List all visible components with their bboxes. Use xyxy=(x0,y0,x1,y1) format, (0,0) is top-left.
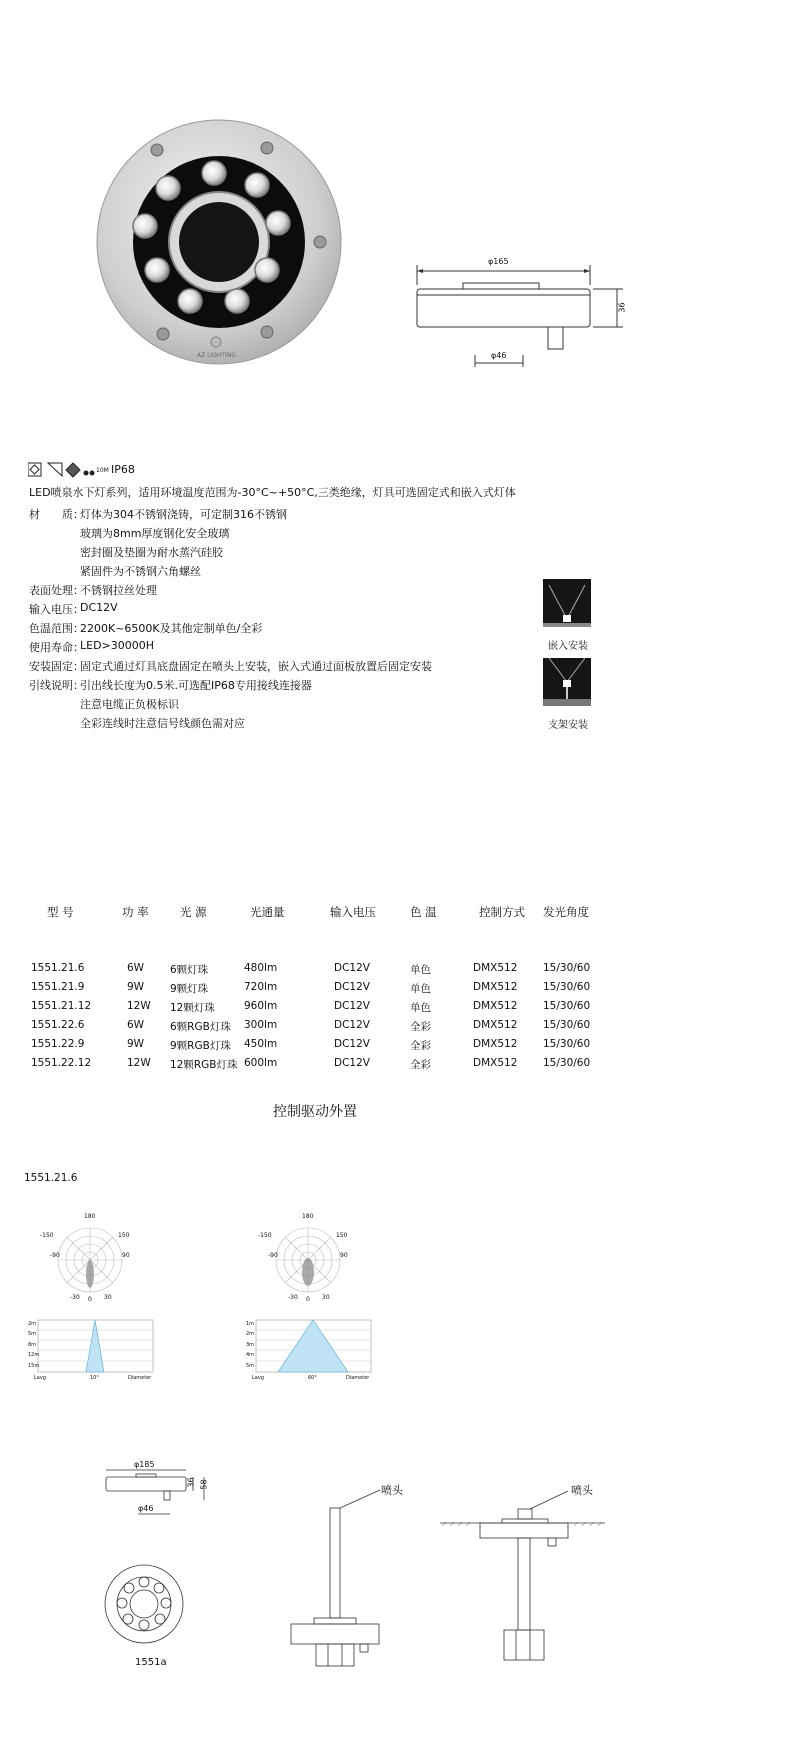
spec-label: 色温范围： xyxy=(29,622,84,635)
polar-br: 30 xyxy=(104,1294,112,1301)
polar-tick-b: 90 xyxy=(122,1252,130,1259)
polar-bottom: 0 xyxy=(306,1296,310,1303)
spec-label: 材 质： xyxy=(29,508,84,521)
bottom-h1: 36 xyxy=(186,1477,196,1488)
table-cell: DMX512 xyxy=(473,1000,518,1012)
polar-tick-a: -90 xyxy=(50,1252,60,1259)
bottom-h2: 58 xyxy=(199,1479,209,1490)
table-cell: 15/30/60 xyxy=(543,962,591,974)
spec-label: 引线说明： xyxy=(29,679,84,692)
beam-distance-label: 8m xyxy=(28,1341,37,1348)
polar-chart-left xyxy=(40,1213,130,1303)
table-cell: DMX512 xyxy=(473,1038,518,1050)
beam-distance-label: 2m xyxy=(28,1321,37,1327)
install-embedded-label: 嵌入安装 xyxy=(548,641,588,652)
beam-distance-label: 5m xyxy=(246,1362,255,1369)
table-cell: 全彩 xyxy=(410,1040,431,1052)
table-cell: DMX512 xyxy=(473,962,518,974)
table-cell: 9颗灯珠 xyxy=(170,983,209,995)
table-cell: DMX512 xyxy=(473,981,518,993)
cable-diameter-label: φ46 xyxy=(491,351,507,360)
polar-bl: -30 xyxy=(70,1294,80,1301)
table-cell: 单色 xyxy=(410,983,431,995)
model-label: 1551.21.6 xyxy=(24,1172,78,1184)
spec-value: 注意电缆正负极标识 xyxy=(80,698,179,711)
beam-footer-right: Diameter xyxy=(346,1375,370,1381)
beam-distance-label: 5m xyxy=(28,1331,37,1338)
table-cell: 12颗灯珠 xyxy=(170,1002,215,1014)
table-cell: 9颗RGB灯珠 xyxy=(170,1040,231,1052)
driver-note: 控制驱动外置 xyxy=(273,1104,357,1120)
beam-chart-left xyxy=(28,1318,163,1386)
description: LED喷泉水下灯系列，适用环境温度范围为-30°C~+50°C,三类绝缘，灯具可选固定式和嵌入式灯体 xyxy=(29,486,516,499)
beam-distance-label: 3m xyxy=(246,1341,255,1348)
polar-top: 180 xyxy=(84,1213,96,1220)
brand-logo-text: AZ LIGHTING xyxy=(197,352,236,359)
table-cell: 12W xyxy=(127,1057,151,1069)
table-cell: DMX512 xyxy=(473,1019,518,1031)
table-cell: 15/30/60 xyxy=(543,1057,591,1069)
spec-value: 灯体为304不锈钢浇铸，可定制316不锈钢 xyxy=(80,508,287,521)
product-photo xyxy=(95,118,343,366)
bottom-model: 1551a xyxy=(135,1657,167,1668)
depth-rating: 10M xyxy=(96,467,109,474)
bottom-diameter: φ185 xyxy=(134,1460,155,1469)
table-cell: 12W xyxy=(127,1000,151,1012)
spec-value: DC12V xyxy=(80,601,118,614)
beam-distance-label: 12m xyxy=(28,1352,40,1359)
table-cell: 9W xyxy=(127,981,145,993)
table-cell: 960lm xyxy=(244,1000,278,1012)
beam-distance-label: 4m xyxy=(246,1352,255,1359)
table-cell: 15/30/60 xyxy=(543,1000,591,1012)
bottom-side-drawing xyxy=(100,1460,220,1540)
col-angle: 发光角度 xyxy=(543,905,589,919)
spec-value: 固定式通过灯具底盘固定在喷头上安装，嵌入式通过面板放置后固定安装 xyxy=(80,660,432,673)
col-source: 光 源 xyxy=(180,905,207,919)
beam-footer-mid: 10° xyxy=(90,1375,99,1381)
spec-value: 全彩连线时注意信号线颜色需对应 xyxy=(80,717,245,730)
col-cct: 色 温 xyxy=(410,905,437,919)
spec-value: 紧固件为不锈钢六角螺丝 xyxy=(80,565,201,578)
spec-value: 不锈钢拉丝处理 xyxy=(80,584,157,597)
col-flux: 光通量 xyxy=(250,905,285,919)
beam-chart-right xyxy=(246,1318,381,1386)
nozzle-drawing-right xyxy=(440,1488,610,1668)
table-cell: DC12V xyxy=(334,1057,370,1069)
table-cell: 450lm xyxy=(244,1038,278,1050)
height-label: 36 xyxy=(617,302,627,313)
nozzle-label-left: 喷头 xyxy=(381,1484,403,1497)
spec-label: 表面处理： xyxy=(29,584,84,597)
col-model: 型 号 xyxy=(47,905,74,919)
beam-distance-label: 1m xyxy=(246,1321,255,1327)
polar-right: 150 xyxy=(336,1232,348,1239)
table-cell: 6颗RGB灯珠 xyxy=(170,1021,231,1033)
table-cell: 720lm xyxy=(244,981,278,993)
table-cell: 6W xyxy=(127,962,145,974)
table-cell: 全彩 xyxy=(410,1059,431,1071)
spec-value: 密封圈及垫圈为耐水蒸汽硅胶 xyxy=(80,546,223,559)
beam-footer-left: Lavg xyxy=(252,1375,264,1381)
spec-label: 使用寿命： xyxy=(29,641,84,654)
beam-distance-label: 2m xyxy=(246,1331,255,1338)
polar-tick-a: -90 xyxy=(268,1252,278,1259)
bottom-top-view xyxy=(103,1563,185,1645)
table-cell: 480lm xyxy=(244,962,278,974)
polar-left: -150 xyxy=(258,1232,272,1239)
install-bracket-image xyxy=(543,658,591,706)
nozzle-label-right: 喷头 xyxy=(571,1484,593,1497)
polar-left: -150 xyxy=(40,1232,54,1239)
table-cell: 1551.21.9 xyxy=(31,981,85,993)
col-power: 功 率 xyxy=(122,905,149,919)
table-cell: 1551.22.9 xyxy=(31,1038,85,1050)
cert-icons xyxy=(28,463,80,477)
install-embedded-image xyxy=(543,579,591,627)
polar-bl: -30 xyxy=(288,1294,298,1301)
polar-right: 150 xyxy=(118,1232,130,1239)
table-cell: 1551.22.6 xyxy=(31,1019,85,1031)
table-cell: DMX512 xyxy=(473,1057,518,1069)
bottom-cable: φ46 xyxy=(138,1504,154,1513)
polar-br: 30 xyxy=(322,1294,330,1301)
table-cell: DC12V xyxy=(334,1038,370,1050)
table-cell: 12颗RGB灯珠 xyxy=(170,1059,238,1071)
spec-label: 安装固定： xyxy=(29,660,84,673)
polar-tick-b: 90 xyxy=(340,1252,348,1259)
polar-bottom: 0 xyxy=(88,1296,92,1303)
table-cell: DC12V xyxy=(334,962,370,974)
table-cell: 1551.21.12 xyxy=(31,1000,92,1012)
ip-rating: IP68 xyxy=(111,463,135,476)
table-cell: 6W xyxy=(127,1019,145,1031)
side-dimension-drawing xyxy=(405,255,645,375)
polar-top: 180 xyxy=(302,1213,314,1220)
table-cell: 单色 xyxy=(410,964,431,976)
col-voltage: 输入电压 xyxy=(330,905,376,919)
table-cell: 300lm xyxy=(244,1019,278,1031)
spec-value: 2200K~6500K及其他定制单色/全彩 xyxy=(80,622,263,635)
spec-value: 引出线长度为0.5米.可选配IP68专用接线连接器 xyxy=(80,679,312,692)
spec-value: LED>30000H xyxy=(80,639,155,652)
table-cell: 1551.21.6 xyxy=(31,962,85,974)
table-cell: 6颗灯珠 xyxy=(170,964,209,976)
table-cell: 全彩 xyxy=(410,1021,431,1033)
table-cell: 9W xyxy=(127,1038,145,1050)
table-cell: 15/30/60 xyxy=(543,981,591,993)
beam-distance-label: 15m xyxy=(28,1362,40,1369)
spec-label: 输入电压： xyxy=(29,603,84,616)
nozzle-drawing-left xyxy=(288,1488,398,1668)
table-cell: DC12V xyxy=(334,1019,370,1031)
table-cell: DC12V xyxy=(334,981,370,993)
table-cell: 15/30/60 xyxy=(543,1038,591,1050)
beam-footer-left: Lavg xyxy=(34,1375,46,1381)
table-cell: 600lm xyxy=(244,1057,278,1069)
table-cell: 单色 xyxy=(410,1002,431,1014)
beam-footer-right: Diameter xyxy=(128,1375,152,1381)
col-control: 控制方式 xyxy=(479,905,525,919)
install-bracket-label: 支架安装 xyxy=(548,720,588,731)
spec-value: 玻璃为8mm厚度钢化安全玻璃 xyxy=(80,527,230,540)
polar-chart-right xyxy=(258,1213,348,1303)
diameter-label: φ165 xyxy=(488,257,509,266)
beam-footer-mid: 60° xyxy=(308,1375,317,1381)
table-cell: DC12V xyxy=(334,1000,370,1012)
table-cell: 1551.22.12 xyxy=(31,1057,92,1069)
table-cell: 15/30/60 xyxy=(543,1019,591,1031)
